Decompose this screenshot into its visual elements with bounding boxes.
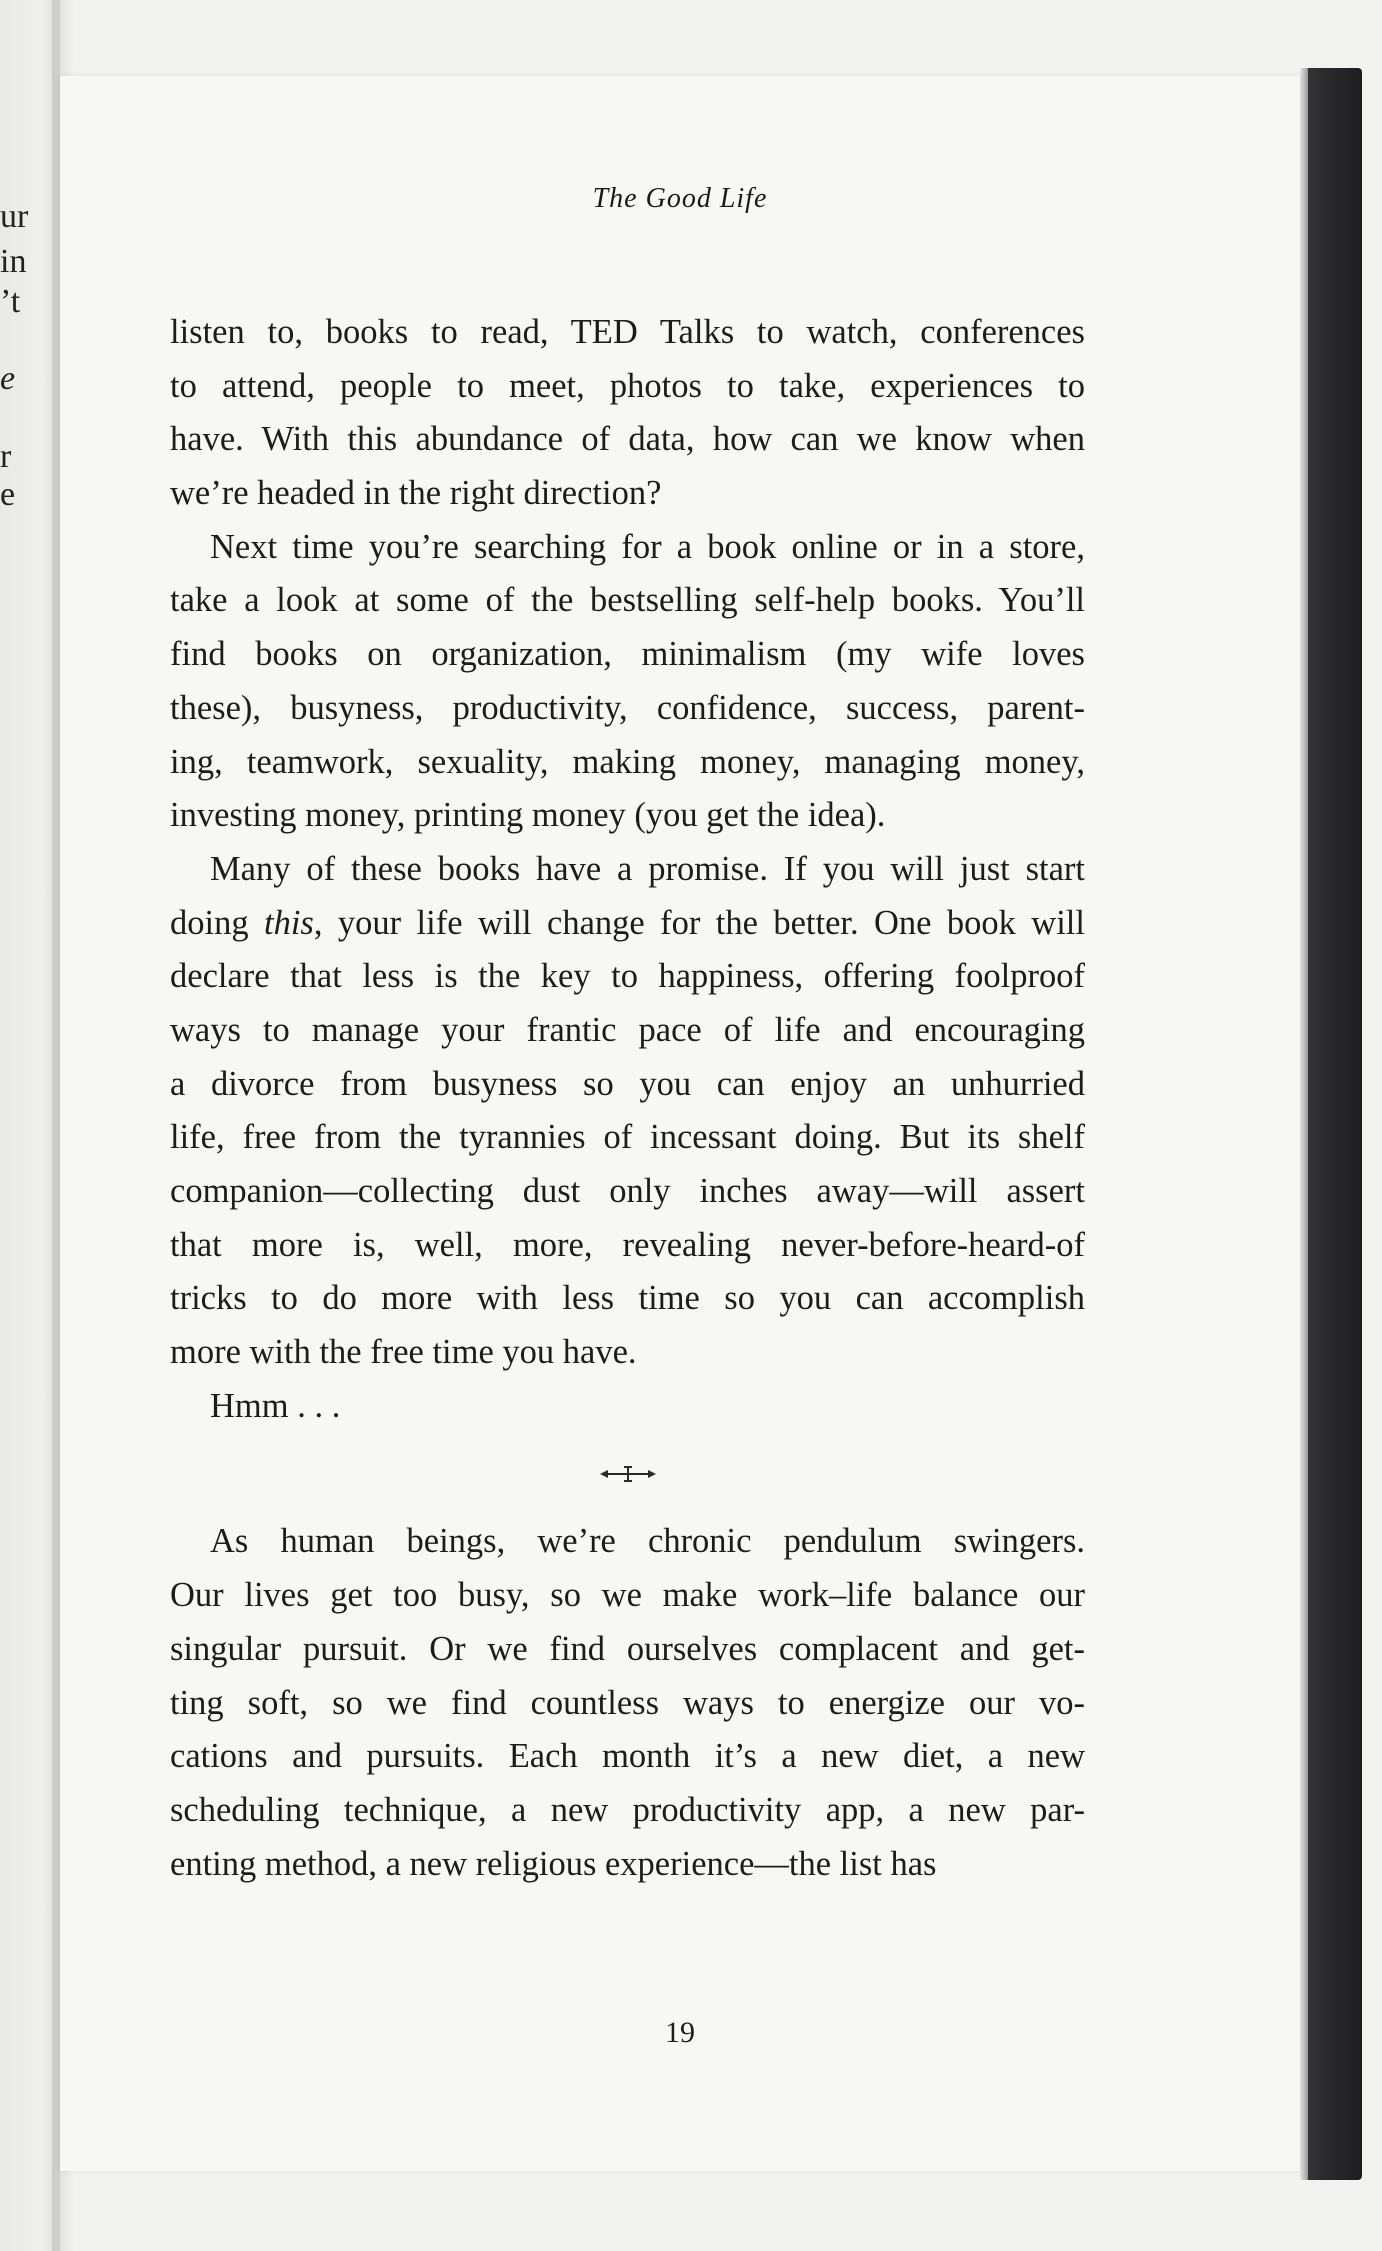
text-line: ting soft, so we find countless ways to energize our vo- — [170, 1683, 1085, 1722]
previous-page-fragment: e — [0, 360, 16, 397]
text-line: more with the free time you have. — [170, 1333, 637, 1372]
previous-page-fragment: ’t — [0, 283, 21, 320]
previous-page-fragment: ur — [0, 198, 29, 235]
section-break-ornament — [170, 1449, 1085, 1503]
book-cover-edge — [1300, 68, 1362, 2180]
text-line: ways to manage your frantic pace of life and encouraging — [170, 1010, 1085, 1049]
paragraphs-after-break — [170, 1515, 1085, 1891]
previous-page-fragment: r — [0, 438, 12, 475]
paragraph — [170, 306, 1085, 521]
paragraphs-before-break — [170, 306, 1085, 1433]
paragraph — [170, 1380, 1085, 1434]
text-line: tricks to do more with less time so you can accomplish — [170, 1279, 1085, 1318]
previous-page-fragment: e — [0, 476, 16, 513]
text-line: Hmm . . . — [210, 1386, 341, 1425]
body-text — [170, 306, 1085, 1891]
text-line: As human beings, we’re chronic pendulum swingers. — [210, 1522, 1085, 1561]
text-line: cations and pursuits. Each month it’s a new diet, a new — [170, 1737, 1085, 1776]
text-line: listen to, books to read, TED Talks to watch, conferences — [170, 313, 1085, 351]
previous-page-fragment: in — [0, 243, 27, 280]
text-line: Our lives get too busy, so we make work–life balance our — [170, 1576, 1085, 1615]
section-break — [170, 1433, 1085, 1515]
book-page — [60, 76, 1300, 2171]
text-line: these), busyness, productivity, confidence, success, parent- — [170, 688, 1085, 727]
previous-page-edge — [0, 0, 60, 2251]
text-line: doing this, your life will change for the better. One book will — [170, 903, 1085, 942]
text-line: enting method, a new religious experience—the list has — [170, 1844, 937, 1883]
text-line: take a look at some of the bestselling self-help books. You’ll — [170, 581, 1085, 620]
text-line: Many of these books have a promise. If you will just start — [210, 849, 1085, 888]
text-line: that more is, well, more, revealing never-before-heard-of — [170, 1225, 1085, 1264]
text-line: to attend, people to meet, photos to take, experiences to — [170, 366, 1085, 405]
paragraph — [170, 843, 1085, 1380]
text-line: life, free from the tyrannies of incessant doing. But its shelf — [170, 1118, 1085, 1157]
text-line: companion—collecting dust only inches away—will assert — [170, 1172, 1085, 1210]
text-line: a divorce from busyness so you can enjoy an unhurried — [170, 1064, 1085, 1103]
text-line: find books on organization, minimalism (my wife loves — [170, 635, 1085, 674]
paragraph — [170, 521, 1085, 843]
text-line: singular pursuit. Or we find ourselves complacent and get- — [170, 1629, 1085, 1668]
text-line: ing, teamwork, sexuality, making money, managing money, — [170, 742, 1085, 781]
paragraph — [170, 1515, 1085, 1891]
text-line: Next time you’re searching for a book online or in a store, — [210, 527, 1085, 566]
text-line: we’re headed in the right direction? — [170, 474, 662, 513]
text-line: declare that less is the key to happiness, offering foolproof — [170, 957, 1085, 996]
page-number: 19 — [665, 2016, 695, 2049]
running-head: The Good Life — [592, 183, 768, 214]
text-line: have. With this abundance of data, how can we know when — [170, 420, 1085, 459]
text-line: investing money, printing money (you get the idea). — [170, 796, 886, 835]
text-line: scheduling technique, a new productivity app, a new par- — [170, 1790, 1085, 1829]
ornament-icon — [598, 1464, 658, 1484]
